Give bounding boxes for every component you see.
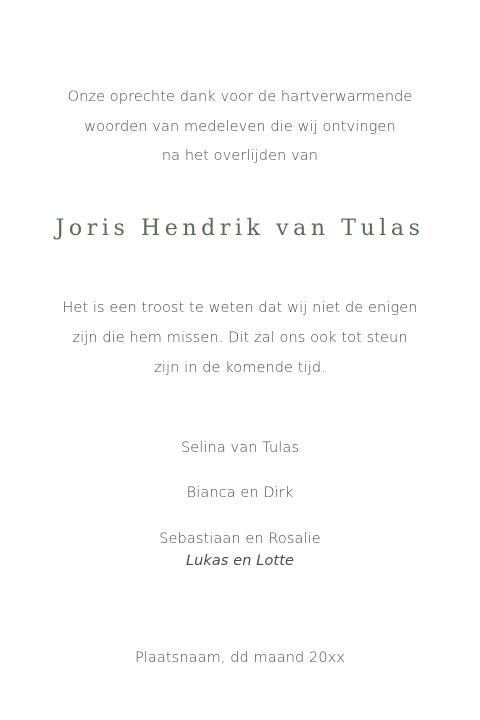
family-member-2: Bianca en Dirk <box>186 485 294 501</box>
deceased-name: Joris Hendrik van Tulas <box>55 216 425 241</box>
intro-line-2: woorden van medeleven die wij ontvingen <box>84 119 396 135</box>
family-member-1: Selina van Tulas <box>180 440 300 456</box>
message-line-2: zijn die hem missen. Dit zal ons ook tot steun <box>72 330 408 346</box>
family-member-4: Lukas en Lotte <box>185 553 295 569</box>
message-line-3: zijn in de komende tijd. <box>154 360 326 376</box>
place-date: Plaatsnaam, dd maand 20xx <box>134 650 346 666</box>
family-member-3: Sebastiaan en Rosalie <box>159 531 321 547</box>
intro-line-3: na het overlijden van <box>161 148 319 164</box>
message-line-1: Het is een troost te weten dat wij niet de enigen <box>62 300 418 316</box>
intro-line-1: Onze oprechte dank voor de hartverwarmende <box>67 89 413 105</box>
